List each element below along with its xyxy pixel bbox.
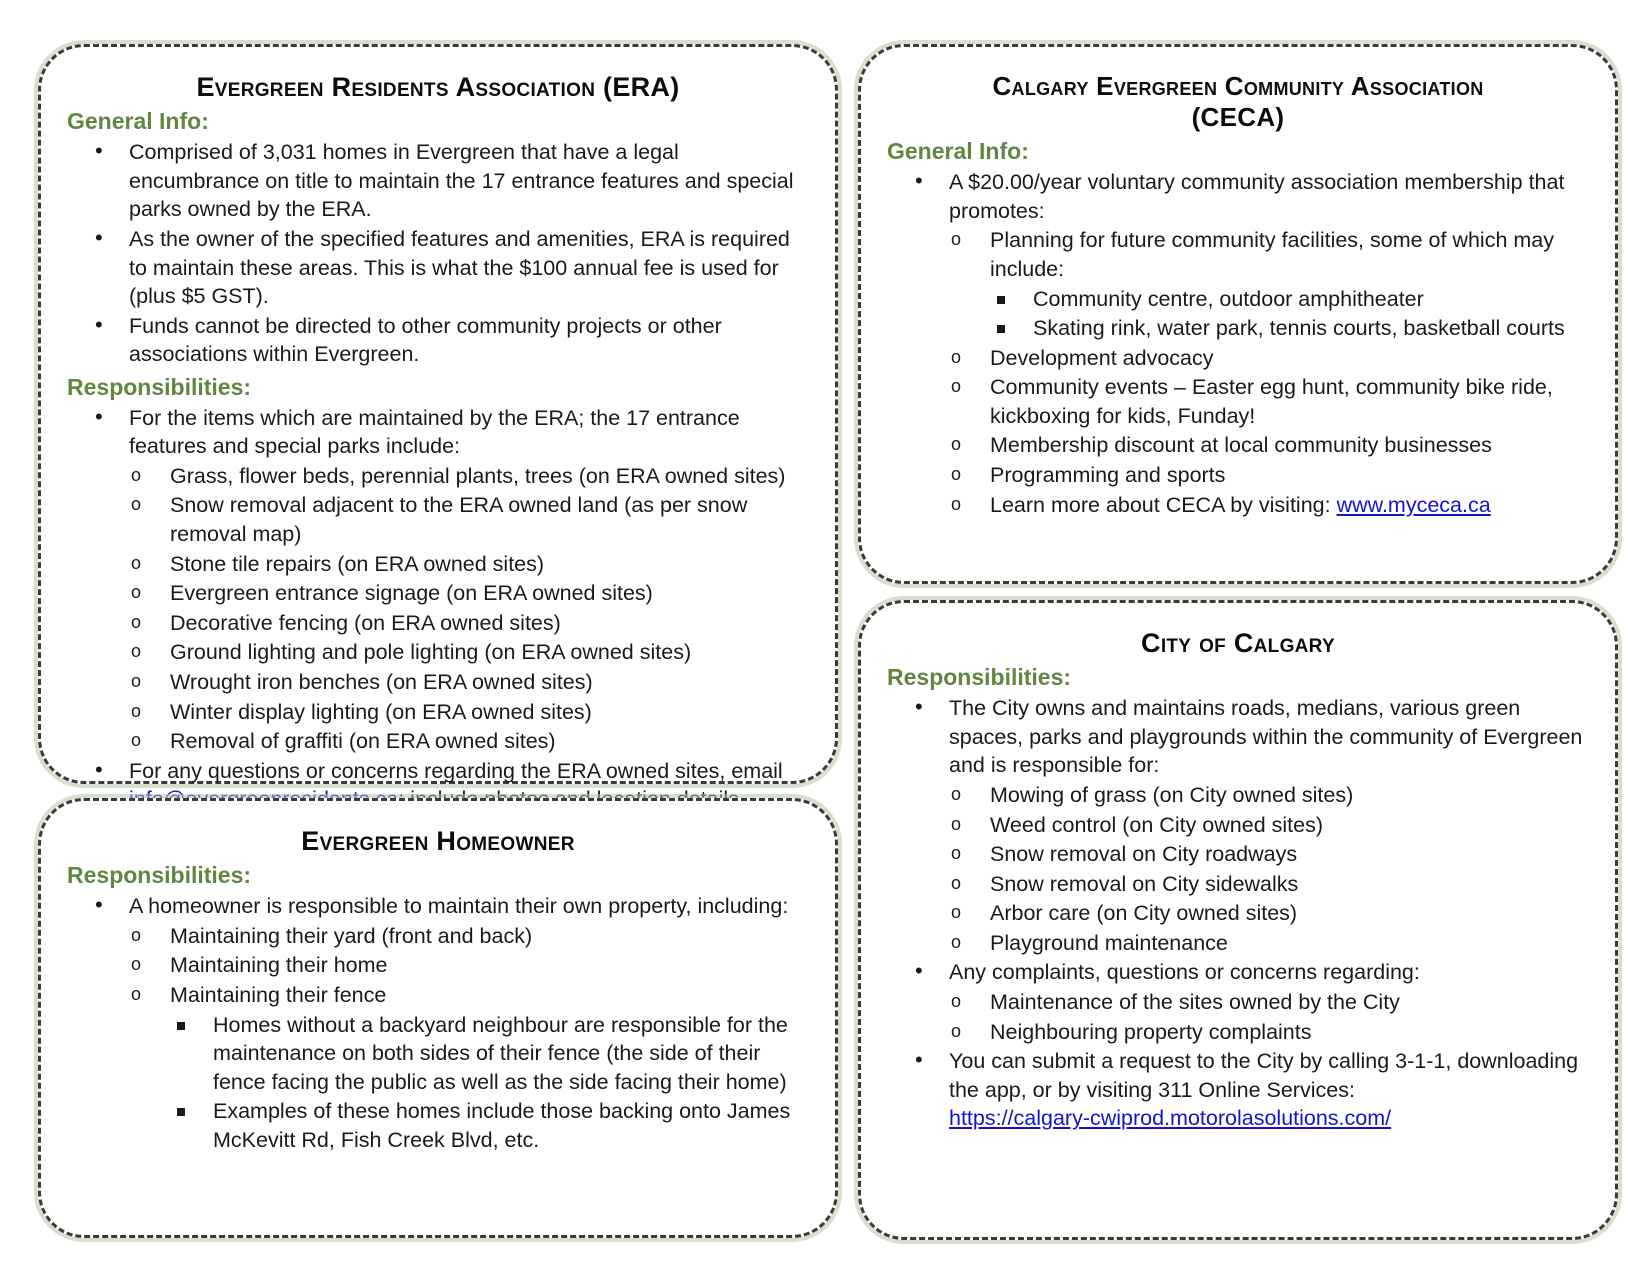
list-item: o Maintaining their home	[125, 951, 809, 980]
list-item: o Snow removal adjacent to the ERA owned land (as per snow removal map)	[125, 491, 809, 548]
city-panel	[858, 600, 1618, 1240]
era-general-info-list	[67, 138, 809, 369]
list-item: o Evergreen entrance signage (on ERA owned sites)	[125, 579, 809, 608]
list-item: o Mowing of grass (on City owned sites)	[945, 781, 1589, 810]
list-item: o Maintaining their fence	[125, 981, 809, 1010]
list-item: o Removal of graffiti (on ERA owned sites)	[125, 727, 809, 756]
city-311-link[interactable]: https://calgary-cwiprod.motorolasolutions.com/	[949, 1106, 1392, 1131]
ceca-general-info-heading: General Info:	[887, 138, 1029, 165]
list-item: o Neighbouring property complaints	[945, 1018, 1589, 1047]
ceca-panel	[858, 44, 1618, 584]
list-item: o Community events – Easter egg hunt, community bike ride, kickboxing for kids, Funday!	[945, 373, 1589, 430]
list-item: o Snow removal on City sidewalks	[945, 870, 1589, 899]
list-item: o Wrought iron benches (on ERA owned sites)	[125, 668, 809, 697]
list-item: Skating rink, water park, tennis courts, basketball courts	[987, 314, 1589, 343]
list-item: • As the owner of the specified features and amenities, ERA is required to maintain these areas. This is what the $100 annual fee is used for (plus $5 GST).	[87, 225, 809, 311]
homeowner-responsibilities-heading: Responsibilities:	[67, 862, 252, 889]
list-item: Homes without a backyard neighbour are responsible for the maintenance on both sides of their fence (the side of their fence facing the public as well as the side facing their home)	[167, 1011, 809, 1097]
list-item: o Membership discount at local community businesses	[945, 431, 1589, 460]
ceca-promotes-list-rest	[887, 344, 1589, 520]
era-title: Evergreen Residents Association (ERA)	[196, 72, 680, 102]
list-item: • For the items which are maintained by the ERA; the 17 entrance features and special parks include:	[87, 404, 809, 461]
list-item: o Planning for future community facilities, some of which may include:	[945, 226, 1589, 283]
city-owns-intro-list	[887, 694, 1589, 780]
list-item: o Ground lighting and pole lighting (on ERA owned sites)	[125, 638, 809, 667]
ceca-membership-list	[887, 168, 1589, 225]
list-item: o Decorative fencing (on ERA owned sites)	[125, 609, 809, 638]
list-item: o Maintaining their yard (front and back)	[125, 922, 809, 951]
ceca-promotes-list-top	[887, 226, 1589, 283]
era-responsibilities-list	[67, 404, 809, 461]
list-item: • Comprised of 3,031 homes in Evergreen that have a legal encumbrance on title to maintain the 17 entrance features and special parks owned by the ERA.	[87, 138, 809, 224]
city-complaints-intro-list	[887, 958, 1589, 987]
era-responsibilities-heading: Responsibilities:	[67, 373, 252, 400]
list-item: • Funds cannot be directed to other community projects or other associations within Evergreen.	[87, 312, 809, 369]
list-item: o Programming and sports	[945, 461, 1589, 490]
list-item: • The City owns and maintains roads, medians, various green spaces, parks and playgrounds within the community of Evergreen and is responsible for:	[907, 694, 1589, 780]
list-item: o Winter display lighting (on ERA owned sites)	[125, 698, 809, 727]
homeowner-items-list	[67, 922, 809, 1010]
list-item: Community centre, outdoor amphitheater	[987, 285, 1589, 314]
list-item: o Arbor care (on City owned sites)	[945, 899, 1589, 928]
city-complaints-items-list	[887, 988, 1589, 1046]
city-responsibilities-heading: Responsibilities:	[887, 664, 1072, 691]
era-contact-prefix: For any questions or concerns regarding the ERA owned sites, email	[129, 758, 783, 783]
list-item: • A homeowner is responsible to maintain their own property, including:	[87, 892, 809, 921]
homeowner-fence-notes-list	[67, 1011, 809, 1155]
list-item: o Snow removal on City roadways	[945, 840, 1589, 869]
era-general-info-heading: General Info:	[67, 108, 209, 135]
city-request-list	[887, 1047, 1589, 1133]
ceca-title-line2: (CECA)	[1191, 102, 1285, 133]
ceca-title-line1: Calgary Evergreen Community Association	[992, 71, 1484, 101]
list-item: o Maintenance of the sites owned by the City	[945, 988, 1589, 1017]
list-item: o Weed control (on City owned sites)	[945, 811, 1589, 840]
list-item: o Development advocacy	[945, 344, 1589, 373]
city-title: City of Calgary	[1141, 628, 1335, 658]
list-item: o Stone tile repairs (on ERA owned sites)	[125, 550, 809, 579]
city-request-item	[907, 1047, 1589, 1133]
list-item: Examples of these homes include those backing onto James McKevitt Rd, Fish Creek Blvd, etc.	[167, 1097, 809, 1154]
ceca-website-link[interactable]: www.myceca.ca	[1336, 492, 1491, 517]
city-request-text: You can submit a request to the City by calling 3-1-1, downloading the app, or by visiting 311 Online Services:	[949, 1049, 1579, 1102]
ceca-learn-more-item	[945, 491, 1589, 520]
homeowner-intro-list	[67, 892, 809, 921]
list-item: o Grass, flower beds, perennial plants, trees (on ERA owned sites)	[125, 462, 809, 491]
homeowner-title: Evergreen Homeowner	[301, 826, 575, 856]
era-maintained-items-list	[67, 462, 809, 756]
list-item: • Any complaints, questions or concerns regarding:	[907, 958, 1589, 987]
list-item: o Playground maintenance	[945, 929, 1589, 958]
ceca-learn-more-prefix: Learn more about CECA by visiting:	[990, 492, 1337, 517]
ceca-title	[887, 71, 1589, 133]
list-item: • A $20.00/year voluntary community association membership that promotes:	[907, 168, 1589, 225]
homeowner-panel	[38, 798, 838, 1238]
ceca-facilities-list	[887, 285, 1589, 343]
era-panel	[38, 44, 838, 784]
city-owns-items-list	[887, 781, 1589, 958]
